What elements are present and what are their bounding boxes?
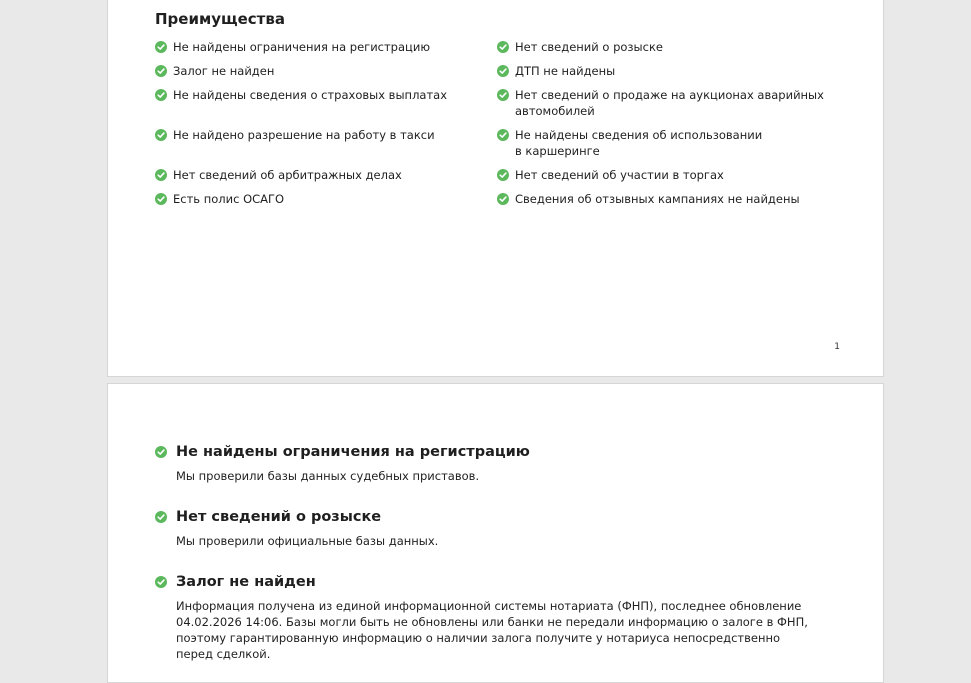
check-circle-icon	[155, 129, 167, 141]
advantage-item: Есть полис ОСАГО	[155, 191, 497, 207]
advantage-item: Не найдено разрешение на работу в такси	[155, 127, 497, 159]
check-circle-icon	[155, 193, 167, 205]
detail-title: Нет сведений о розыске	[176, 509, 382, 525]
check-circle-icon	[497, 65, 509, 77]
check-circle-icon	[155, 576, 167, 588]
check-circle-icon	[497, 169, 509, 181]
page-number: 1	[834, 342, 840, 352]
detail-section	[155, 507, 816, 549]
advantage-item: ДТП не найдены	[497, 63, 837, 79]
check-circle-icon	[497, 193, 509, 205]
detail-title: Не найдены ограничения на регистрацию	[176, 444, 530, 460]
advantage-item: Нет сведений о розыске	[497, 39, 837, 55]
advantage-item: Не найдены сведения о страховых выплатах	[155, 87, 497, 119]
advantage-item: Сведения об отзывных кампаниях не найдены	[497, 191, 837, 207]
advantage-item: Нет сведений об арбитражных делах	[155, 167, 497, 183]
check-circle-icon	[155, 169, 167, 181]
advantage-item: Не найдены сведения об использовании в каршеринге	[497, 127, 837, 159]
check-circle-icon	[155, 89, 167, 101]
detail-text: Информация получена из единой информационной системы нотариата (ФНП), последнее обновление 04.02.2026 14:06. Базы могли быть не обновлены или банки не передали информацию о залоге в ФНП, поэтому гарантированную информацию о наличии залога получите у нотариуса непосредственно перед сделкой.	[176, 599, 808, 661]
check-circle-icon	[155, 65, 167, 77]
advantage-item: Нет сведений о продаже на аукционах аварийных автомобилей	[497, 87, 837, 119]
report-page-2	[107, 383, 884, 683]
check-circle-icon	[497, 129, 509, 141]
detail-title: Залог не найден	[176, 574, 316, 590]
check-circle-icon	[155, 511, 167, 523]
check-circle-icon	[497, 89, 509, 101]
advantage-item: Залог не найден	[155, 63, 497, 79]
detail-section	[155, 442, 816, 484]
check-circle-icon	[155, 41, 167, 53]
check-circle-icon	[497, 41, 509, 53]
advantages-title: Преимущества	[155, 10, 285, 28]
advantage-item: Не найдены ограничения на регистрацию	[155, 39, 497, 55]
advantages-list	[155, 39, 855, 215]
check-circle-icon	[155, 446, 167, 458]
advantage-item: Нет сведений об участии в торгах	[497, 167, 837, 183]
detail-text: Мы проверили официальные базы данных.	[176, 534, 439, 548]
detail-section	[155, 572, 816, 662]
detail-text: Мы проверили базы данных судебных приставов.	[176, 469, 480, 483]
report-page-1	[107, 0, 884, 377]
